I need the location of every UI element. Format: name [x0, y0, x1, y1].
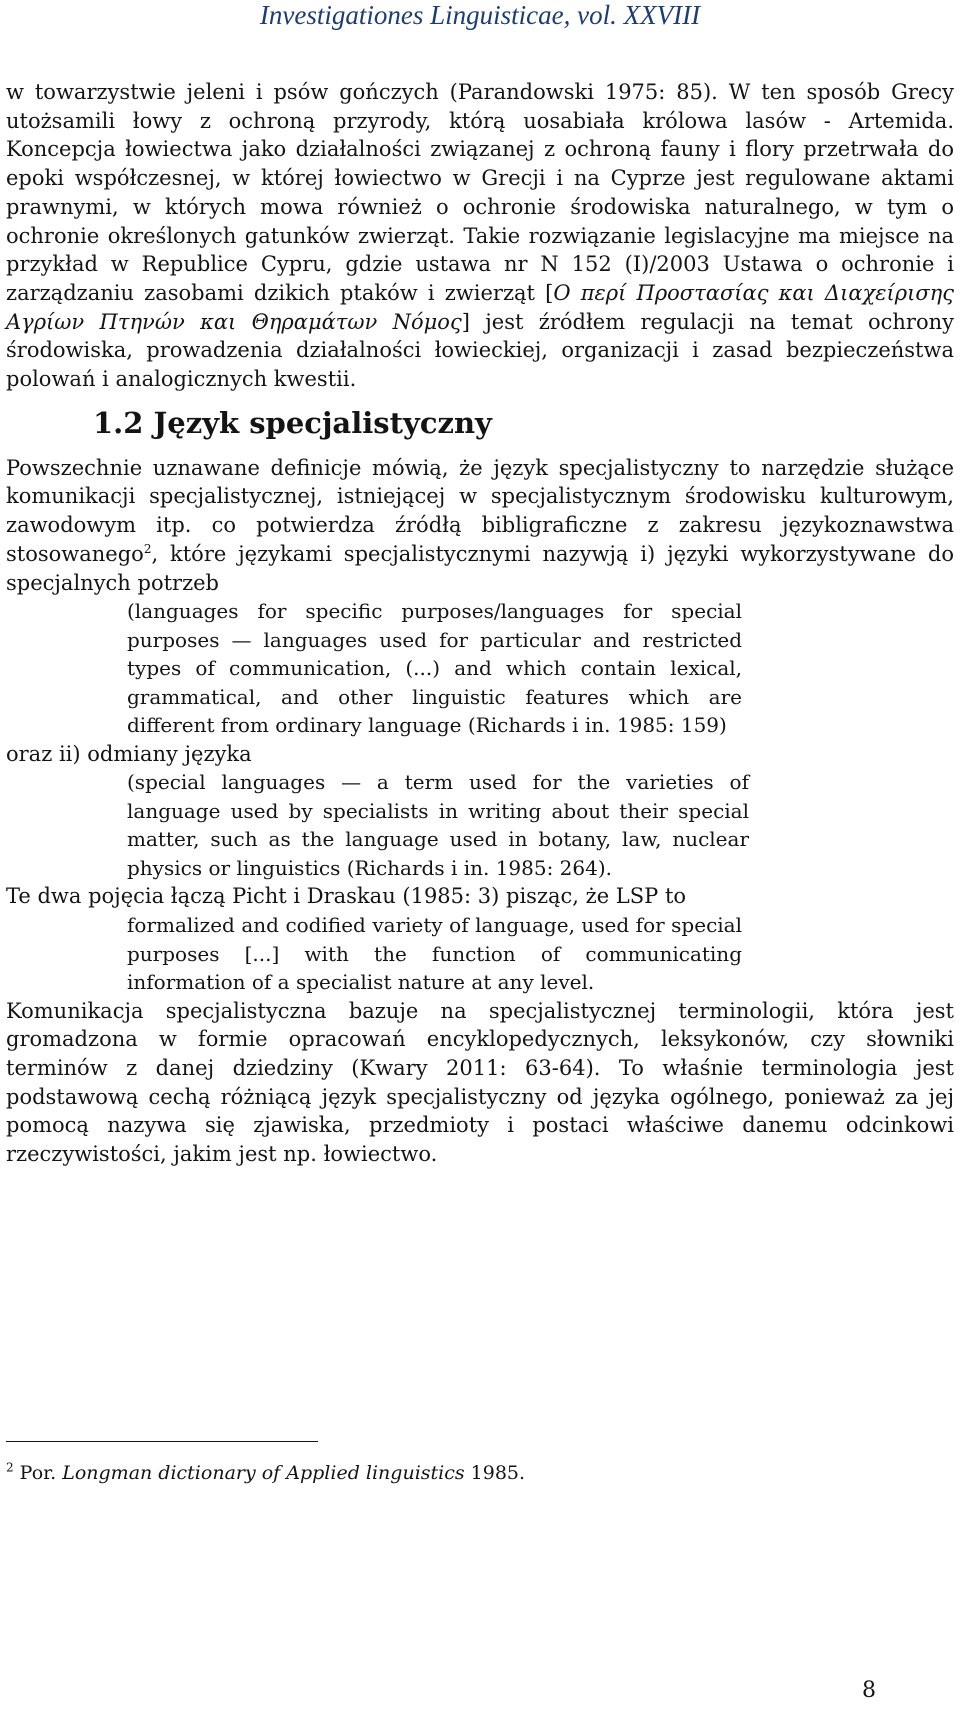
section-heading: 1.2 Język specjalistyczny: [93, 405, 492, 440]
page-body: [6, 78, 954, 1169]
footnote-separator: [6, 1441, 318, 1442]
footnote-suffix: 1985.: [464, 1462, 526, 1484]
greek-law-title: Ο περί Προστασίας και Διαχείρισης Αγρίων Πτηνών και Θηραμάτων Νόμος: [6, 280, 954, 334]
footnote-number: 2: [6, 1460, 14, 1475]
paragraph-text-continued: , które językami specjalistycznymi nazywją i) języki wykorzystywane do specjalnych potrzeb: [6, 541, 954, 595]
page-number: 8: [862, 1678, 876, 1703]
block-quote-lsp-definition: (languages for specific purposes/languages for special purposes — languages used for particular and restricted types of communication, (...) and which contain lexical, grammatical, and other linguistic features which are different from ordinary language (Richards i in. 1985: 159): [127, 599, 742, 738]
paragraph-text: Powszechnie uznawane definicje mówią, że język specjalistyczny to narzędzie służące komunikacji specjalistycznej, istniejącej w specjalistycznym środowisku kulturowym, zawodowym itp. co potwierdza źródłą bibligraficzne z zakresu językoznawstwa stosowanego: [6, 455, 954, 566]
footnote-prefix: Por.: [13, 1462, 63, 1484]
connector-line-picht-draskau: Te dwa pojęcia łączą Picht i Draskau (1985: 3) pisząc, że LSP to: [6, 884, 687, 909]
body-paragraph-hunting-law: [6, 78, 954, 394]
body-paragraph-terminology: Komunikacja specjalistyczna bazuje na specjalistycznej terminologii, która jest gromadzona w formie opracowań encyklopedycznych, leksykonów, czy słowniki terminów z danej dziedziny (Kwary 2011: 63-64). To właśnie terminologia jest podstawową cechą różniącą język specjalistyczny od języka ogólnego, ponieważ za jej pomocą nazywa się zjawiska, przedmioty i postaci właściwe danemu odcinkowi rzeczywistości, jakim jest np. łowiectwo.: [6, 998, 954, 1167]
body-paragraph-definitions: [6, 454, 954, 598]
block-quote-lsp-formal: formalized and codified variety of language, used for special purposes [...] with the function of communicating information of a specialist nature at any level.: [127, 913, 742, 995]
footnote-reference: 2: [143, 541, 152, 556]
running-header: Investigationes Linguisticae, vol. XXVIII: [259, 0, 701, 30]
block-quote-special-languages: (special languages — a term used for the varieties of language used by specialists in writing about their special matter, such as the language used in botany, law, nuclear physics or linguistics (Richards i in. 1985: 264).: [127, 770, 749, 880]
connector-line-varieties: oraz ii) odmiany języka: [6, 741, 252, 766]
footnote-book-title: Longman dictionary of Applied linguistics: [62, 1462, 465, 1484]
paragraph-text-continued: ] jest źródłem regulacji na temat ochrony środowiska, prowadzenia działalności łowieckiej, organizacji i zasad bezpieczeństwa polowań i analogicznych kwestii.: [6, 309, 954, 392]
footnote: [6, 1460, 525, 1486]
paragraph-text: w towarzystwie jeleni i psów gończych (Parandowski 1975: 85). W ten sposób Grecy utożsamili łowy z ochroną przyrody, którą uosabiała królowa lasów - Artemida. Koncepcja łowiectwa jako działalności związanej z ochroną fauny i flory przetrwała do epoki współczesnej, w której łowiectwo w Grecji i na Cyprze jest regulowane aktami prawnymi, w których mowa również o ochronie środowiska naturalnego, w tym o ochronie określonych gatunków zwierząt. Takie rozwiązanie legislacyjne ma miejsce na przykład w Republice Cypru, gdzie ustawa nr N 152 (I)/2003 Ustawa o ochronie i zarządzaniu zasobami dzikich ptaków i zwierząt [: [6, 80, 954, 305]
